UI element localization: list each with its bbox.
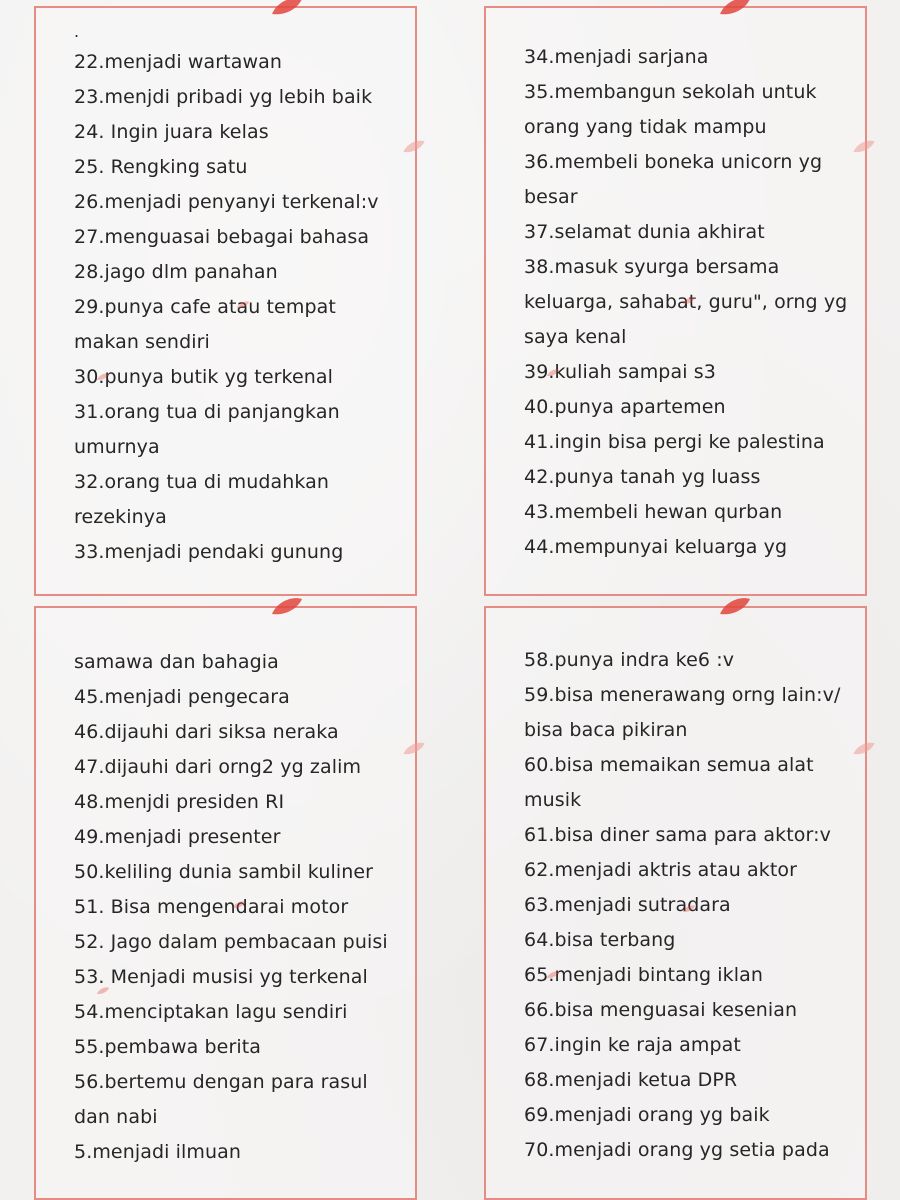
- list-item: 5.menjadi ilmuan: [74, 1141, 242, 1163]
- list-item: 54.menciptakan lagu sendiri: [74, 1001, 348, 1023]
- list-item: bisa baca pikiran: [524, 719, 688, 741]
- list-item: 51. Bisa mengendarai motor: [74, 896, 349, 918]
- list-item: 30.punya butik yg terkenal: [74, 366, 334, 388]
- list-item: 37.selamat dunia akhirat: [524, 221, 765, 243]
- list-item: 38.masuk syurga bersama: [524, 256, 780, 278]
- list-item: 68.menjadi ketua DPR: [524, 1069, 738, 1091]
- petal-icon: [546, 368, 560, 378]
- list-item: 70.menjadi orang yg setia pada: [524, 1139, 830, 1161]
- petal-icon: [236, 300, 250, 310]
- list-item: 52. Jago dalam pembacaan puisi: [74, 931, 388, 953]
- stray-mark: .: [74, 22, 80, 41]
- list-item: 39.kuliah sampai s3: [524, 361, 716, 383]
- list-item: 26.menjadi penyanyi terkenal:v: [74, 191, 379, 213]
- list-item: 35.membangun sekolah untuk: [524, 81, 817, 103]
- petal-icon: [682, 296, 696, 306]
- list-item: rezekinya: [74, 506, 167, 528]
- wishlist: [74, 45, 379, 570]
- list-item: 62.menjadi aktris atau aktor: [524, 859, 798, 881]
- petal-icon: [232, 900, 246, 910]
- petal-icon: [96, 986, 110, 996]
- list-item: 48.menjdi presiden RI: [74, 791, 285, 813]
- petal-icon: [402, 740, 426, 758]
- list-item: 63.menjadi sutradara: [524, 894, 731, 916]
- list-item: 43.membeli hewan qurban: [524, 501, 783, 523]
- list-item: 58.punya indra ke6 :v: [524, 649, 735, 671]
- list-item: samawa dan bahagia: [74, 651, 279, 673]
- list-item: 32.orang tua di mudahkan: [74, 471, 330, 493]
- petal-icon: [682, 904, 696, 914]
- list-item: 31.orang tua di panjangkan: [74, 401, 340, 423]
- list-item: 36.membeli boneka unicorn yg: [524, 151, 823, 173]
- petal-icon: [852, 138, 876, 156]
- list-item: 66.bisa menguasai kesenian: [524, 999, 798, 1021]
- list-item: 25. Rengking satu: [74, 156, 248, 178]
- list-item: 53. Menjadi musisi yg terkenal: [74, 966, 368, 988]
- list-item: makan sendiri: [74, 331, 210, 353]
- petal-icon: [852, 740, 876, 758]
- list-item: 34.menjadi sarjana: [524, 46, 709, 68]
- petal-icon: [96, 372, 110, 382]
- list-item: 23.menjdi pribadi yg lebih baik: [74, 86, 373, 108]
- list-item: 45.menjadi pengecara: [74, 686, 290, 708]
- list-item: 40.punya apartemen: [524, 396, 726, 418]
- petal-icon: [546, 970, 560, 980]
- list-item: 67.ingin ke raja ampat: [524, 1034, 741, 1056]
- petal-icon: [270, 596, 304, 618]
- list-item: saya kenal: [524, 326, 627, 348]
- list-item: 59.bisa menerawang orng lain:v/: [524, 684, 841, 706]
- list-item: 22.menjadi wartawan: [74, 51, 282, 73]
- wishlist: [74, 645, 388, 1170]
- petal-icon: [718, 0, 752, 18]
- list-item: 27.menguasai bebagai bahasa: [74, 226, 370, 248]
- list-item: 50.keliling dunia sambil kuliner: [74, 861, 374, 883]
- list-item: 61.bisa diner sama para aktor:v: [524, 824, 831, 846]
- wishlist-card-bottom-right: [484, 606, 867, 1200]
- list-item: 46.dijauhi dari siksa neraka: [74, 721, 339, 743]
- petal-icon: [402, 138, 426, 156]
- list-item: 44.mempunyai keluarga yg: [524, 536, 788, 558]
- list-item: 65.menjadi bintang iklan: [524, 964, 764, 986]
- list-item: dan nabi: [74, 1106, 158, 1128]
- list-item: 69.menjadi orang yg baik: [524, 1104, 770, 1126]
- wishlist-card-bottom-left: [34, 606, 417, 1200]
- list-item: 24. Ingin juara kelas: [74, 121, 269, 143]
- list-item: 29.punya cafe atau tempat: [74, 296, 336, 318]
- wishlist-card-top-right: [484, 6, 867, 596]
- list-item: 33.menjadi pendaki gunung: [74, 541, 344, 563]
- list-item: 60.bisa memaikan semua alat: [524, 754, 814, 776]
- list-item: musik: [524, 789, 582, 811]
- list-item: umurnya: [74, 436, 160, 458]
- list-item: 28.jago dlm panahan: [74, 261, 278, 283]
- list-item: 41.ingin bisa pergi ke palestina: [524, 431, 825, 453]
- list-item: 55.pembawa berita: [74, 1036, 262, 1058]
- list-item: orang yang tidak mampu: [524, 116, 767, 138]
- list-item: 42.punya tanah yg luass: [524, 466, 761, 488]
- wishlist-card-top-left: [34, 6, 417, 596]
- list-item: 47.dijauhi dari orng2 yg zalim: [74, 756, 362, 778]
- list-item: besar: [524, 186, 578, 208]
- petal-icon: [718, 596, 752, 618]
- list-item: keluarga, sahabat, guru", orng yg: [524, 291, 848, 313]
- list-item: 56.bertemu dengan para rasul: [74, 1071, 368, 1093]
- list-item: 64.bisa terbang: [524, 929, 676, 951]
- list-item: 49.menjadi presenter: [74, 826, 281, 848]
- petal-icon: [270, 0, 304, 18]
